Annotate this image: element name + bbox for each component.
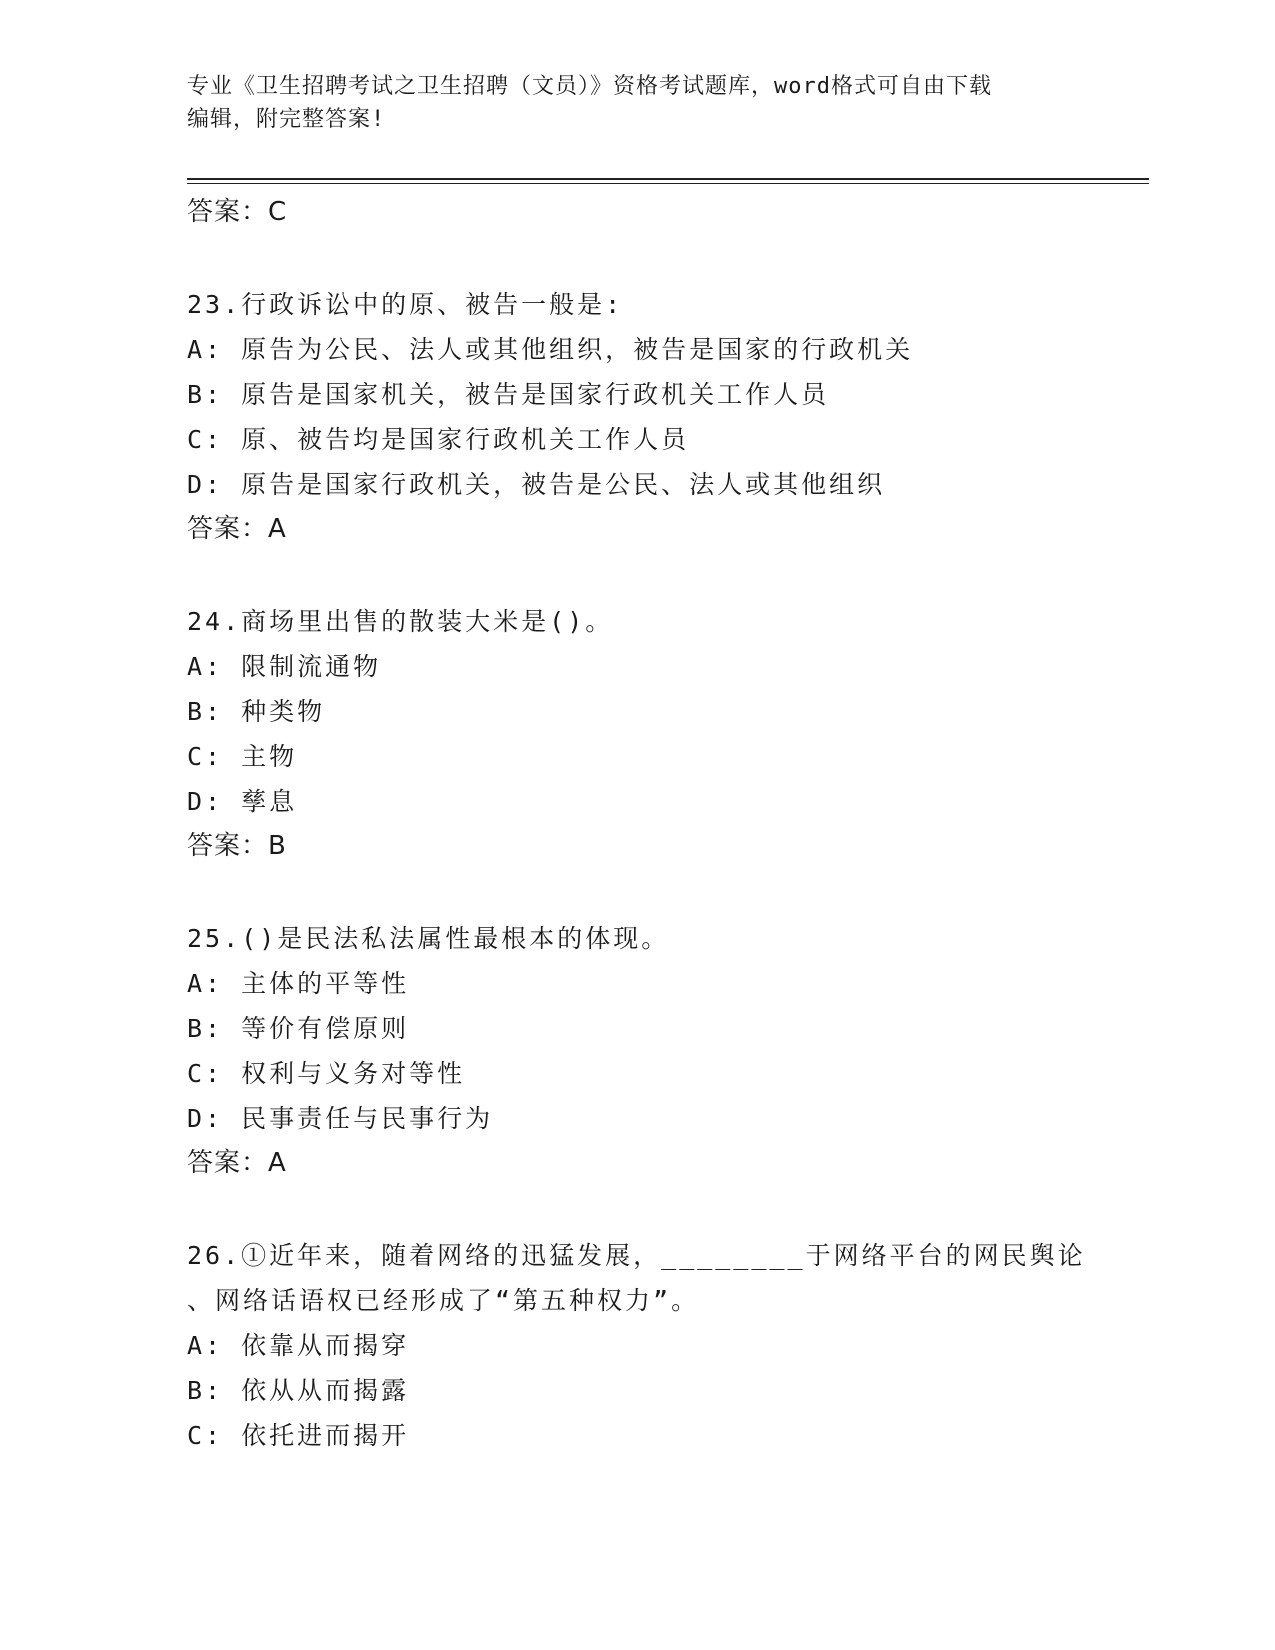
question-stem-line-1: 26.①近年来，随着网络的迅猛发展，________于网络平台的网民舆论 [187, 1241, 1086, 1270]
option-a: A: 主体的平等性 [187, 969, 410, 998]
option-b: B: 种类物 [187, 697, 326, 726]
header-rule [187, 178, 1149, 184]
question-stem: 24.商场里出售的散装大米是()。 [187, 607, 614, 636]
option-d: D: 原告是国家行政机关，被告是公民、法人或其他组织 [187, 470, 886, 499]
question-25 [187, 916, 1149, 1186]
question-list [187, 190, 1149, 1458]
option-c: C: 原、被告均是国家行政机关工作人员 [187, 425, 690, 454]
question-stem: 23.行政诉讼中的原、被告一般是: [187, 290, 624, 319]
option-d: D: 孳息 [187, 787, 298, 816]
header-line-1: 专业《卫生招聘考试之卫生招聘（文员）》资格考试题库，word格式可自由下载 [187, 74, 992, 99]
document-header [187, 70, 1087, 136]
option-c: C: 权利与义务对等性 [187, 1059, 466, 1088]
spacer [187, 1186, 1149, 1233]
option-c: C: 主物 [187, 742, 298, 771]
answer-q22: 答案：C [187, 197, 288, 227]
option-b: B: 原告是国家机关，被告是国家行政机关工作人员 [187, 380, 830, 409]
answer-q23: 答案：A [187, 514, 287, 544]
option-b: B: 依从从而揭露 [187, 1376, 410, 1405]
question-26 [187, 1233, 1149, 1458]
header-line-2: 编辑，附完整答案! [187, 107, 386, 132]
option-a: A: 原告为公民、法人或其他组织，被告是国家的行政机关 [187, 335, 914, 364]
option-a: A: 限制流通物 [187, 652, 382, 681]
option-c: C: 依托进而揭开 [187, 1421, 410, 1450]
spacer [187, 869, 1149, 916]
question-stem-line-2: 、网络话语权已经形成了“第五种权力”。 [187, 1286, 700, 1315]
spacer [187, 235, 1149, 282]
option-a: A: 依靠从而揭穿 [187, 1331, 410, 1360]
question-24 [187, 599, 1149, 869]
spacer [187, 552, 1149, 599]
option-b: B: 等价有偿原则 [187, 1014, 410, 1043]
question-stem: 25.()是民法私法属性最根本的体现。 [187, 924, 670, 953]
answer-q25: 答案：A [187, 1148, 287, 1178]
answer-q24: 答案：B [187, 831, 287, 861]
option-d: D: 民事责任与民事行为 [187, 1104, 494, 1133]
question-23 [187, 282, 1149, 552]
